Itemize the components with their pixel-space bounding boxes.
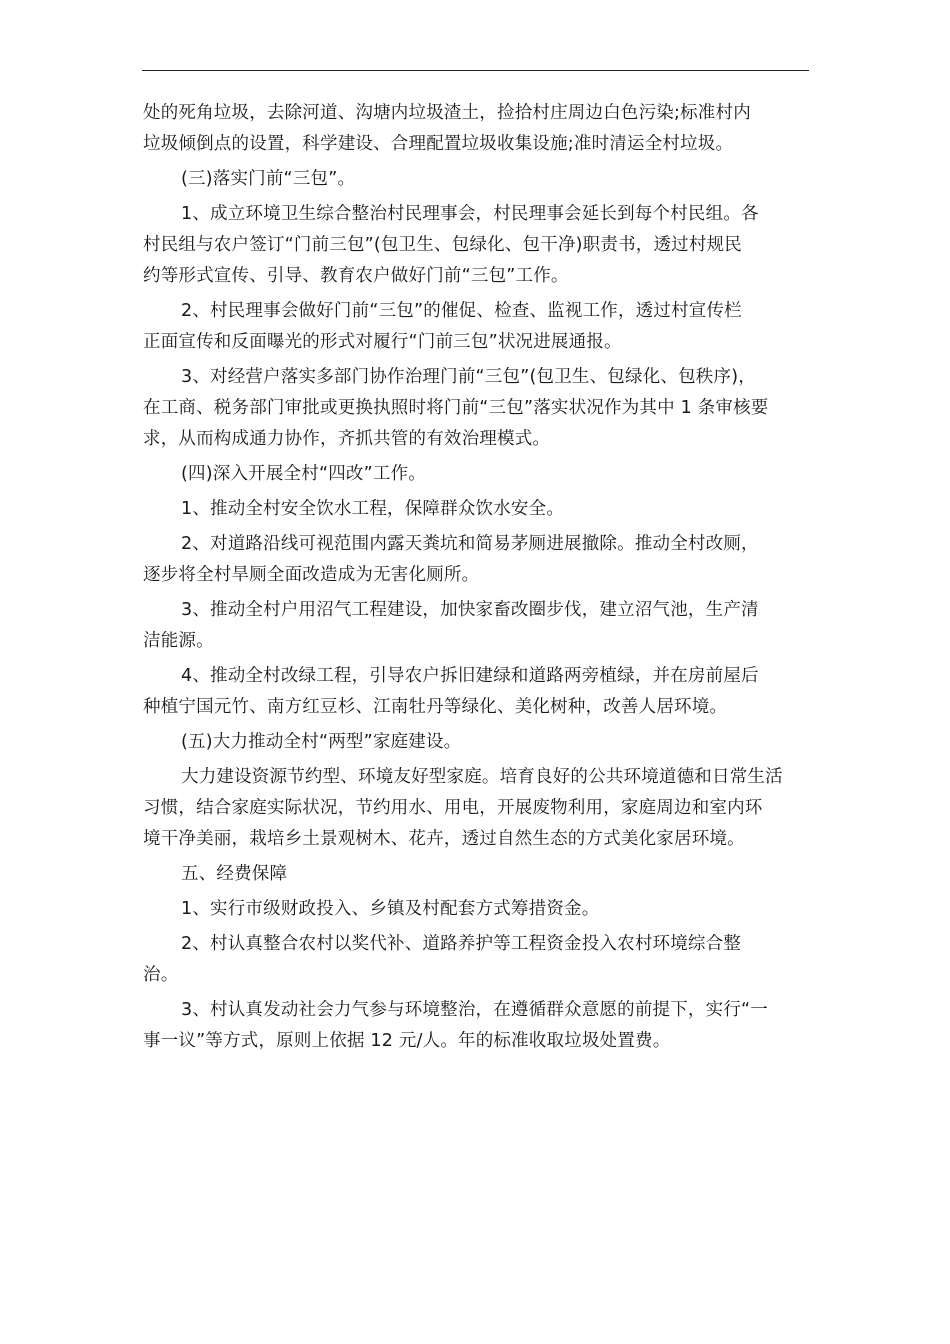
paragraph [143,296,815,358]
paragraph-line: (四)深入开展全村“四改”工作。 [181,464,426,484]
paragraph [143,995,815,1057]
paragraph [143,661,815,723]
paragraph-line: 正面宣传和反面曝光的形式对履行“门前三包”状况进展通报。 [143,332,622,352]
paragraph-line: 治。 [143,965,179,985]
paragraph-line: 1、推动全村安全饮水工程，保障群众饮水安全。 [181,499,565,519]
paragraph-line: 2、对道路沿线可视范围内露天粪坑和简易茅厕进展撤除。推动全村改厕， [181,534,759,554]
paragraph [143,199,815,292]
paragraph-line: 事一议”等方式，原则上依据 12 元/人。年的标准收取垃圾处置费。 [143,1031,671,1051]
paragraph-line: 2、村认真整合农村以奖代补、道路养护等工程资金投入农村环境综合整 [181,934,742,954]
paragraph-line: 村民组与农户签订“门前三包”(包卫生、包绿化、包干净)职责书，透过村规民 [143,235,742,255]
paragraph [143,494,815,525]
paragraph [143,929,815,991]
paragraph-line: 垃圾倾倒点的设置，科学建设、合理配置垃圾收集设施;准时清运全村垃圾。 [143,134,734,154]
paragraph-line: 逐步将全村旱厕全面改造成为无害化厕所。 [143,565,480,585]
paragraph-line: 五、经费保障 [181,864,288,884]
paragraph [143,859,815,890]
paragraph-line: 习惯，结合家庭实际状况，节约用水、用电，开展废物利用，家庭周边和室内环 [143,798,763,818]
paragraph-line: 洁能源。 [143,631,214,651]
paragraph-line: 境干净美丽，栽培乡土景观树木、花卉，透过自然生态的方式美化家居环境。 [143,829,745,849]
paragraph [143,164,815,195]
paragraph-line: 3、村认真发动社会力气参与环境整治，在遵循群众意愿的前提下，实行“一 [181,1000,768,1020]
paragraph-line: 1、实行市级财政投入、乡镇及村配套方式筹措资金。 [181,899,600,919]
paragraph [143,529,815,591]
paragraph [143,98,815,160]
paragraph [143,727,815,758]
paragraph-line: (三)落实门前“三包”。 [181,169,356,189]
paragraph [143,894,815,925]
paragraph-line: (五)大力推动全村“两型”家庭建设。 [181,732,462,752]
paragraph-line: 在工商、税务部门审批或更换执照时将门前“三包”落实状况作为其中 1 条审核要 [143,398,769,418]
paragraph-line: 种植宁国元竹、南方红豆杉、江南牡丹等绿化、美化树种，改善人居环境。 [143,697,728,717]
paragraph-line: 求，从而构成通力协作，齐抓共管的有效治理模式。 [143,429,551,449]
paragraph [143,595,815,657]
paragraph-line: 3、推动全村户用沼气工程建设，加快家畜改圈步伐，建立沼气池，生产清 [181,600,759,620]
paragraph [143,459,815,490]
paragraph-line: 3、对经营户落实多部门协作治理门前“三包”(包卫生、包绿化、包秩序)， [181,367,756,387]
paragraph [143,762,815,855]
paragraph-line: 处的死角垃圾，去除河道、沟塘内垃圾渣土，捡拾村庄周边白色污染;标准村内 [143,103,751,123]
paragraph [143,362,815,455]
paragraph-line: 4、推动全村改绿工程，引导农户拆旧建绿和道路两旁植绿，并在房前屋后 [181,666,759,686]
header-rule [142,70,809,71]
paragraph-line: 约等形式宣传、引导、教育农户做好门前“三包”工作。 [143,266,569,286]
document-body [143,98,815,1061]
paragraph-line: 1、成立环境卫生综合整治村民理事会，村民理事会延长到每个村民组。各 [181,204,759,224]
paragraph-line: 大力建设资源节约型、环境友好型家庭。培育良好的公共环境道德和日常生活 [181,767,783,787]
paragraph-line: 2、村民理事会做好门前“三包”的催促、检查、监视工作，透过村宣传栏 [181,301,742,321]
